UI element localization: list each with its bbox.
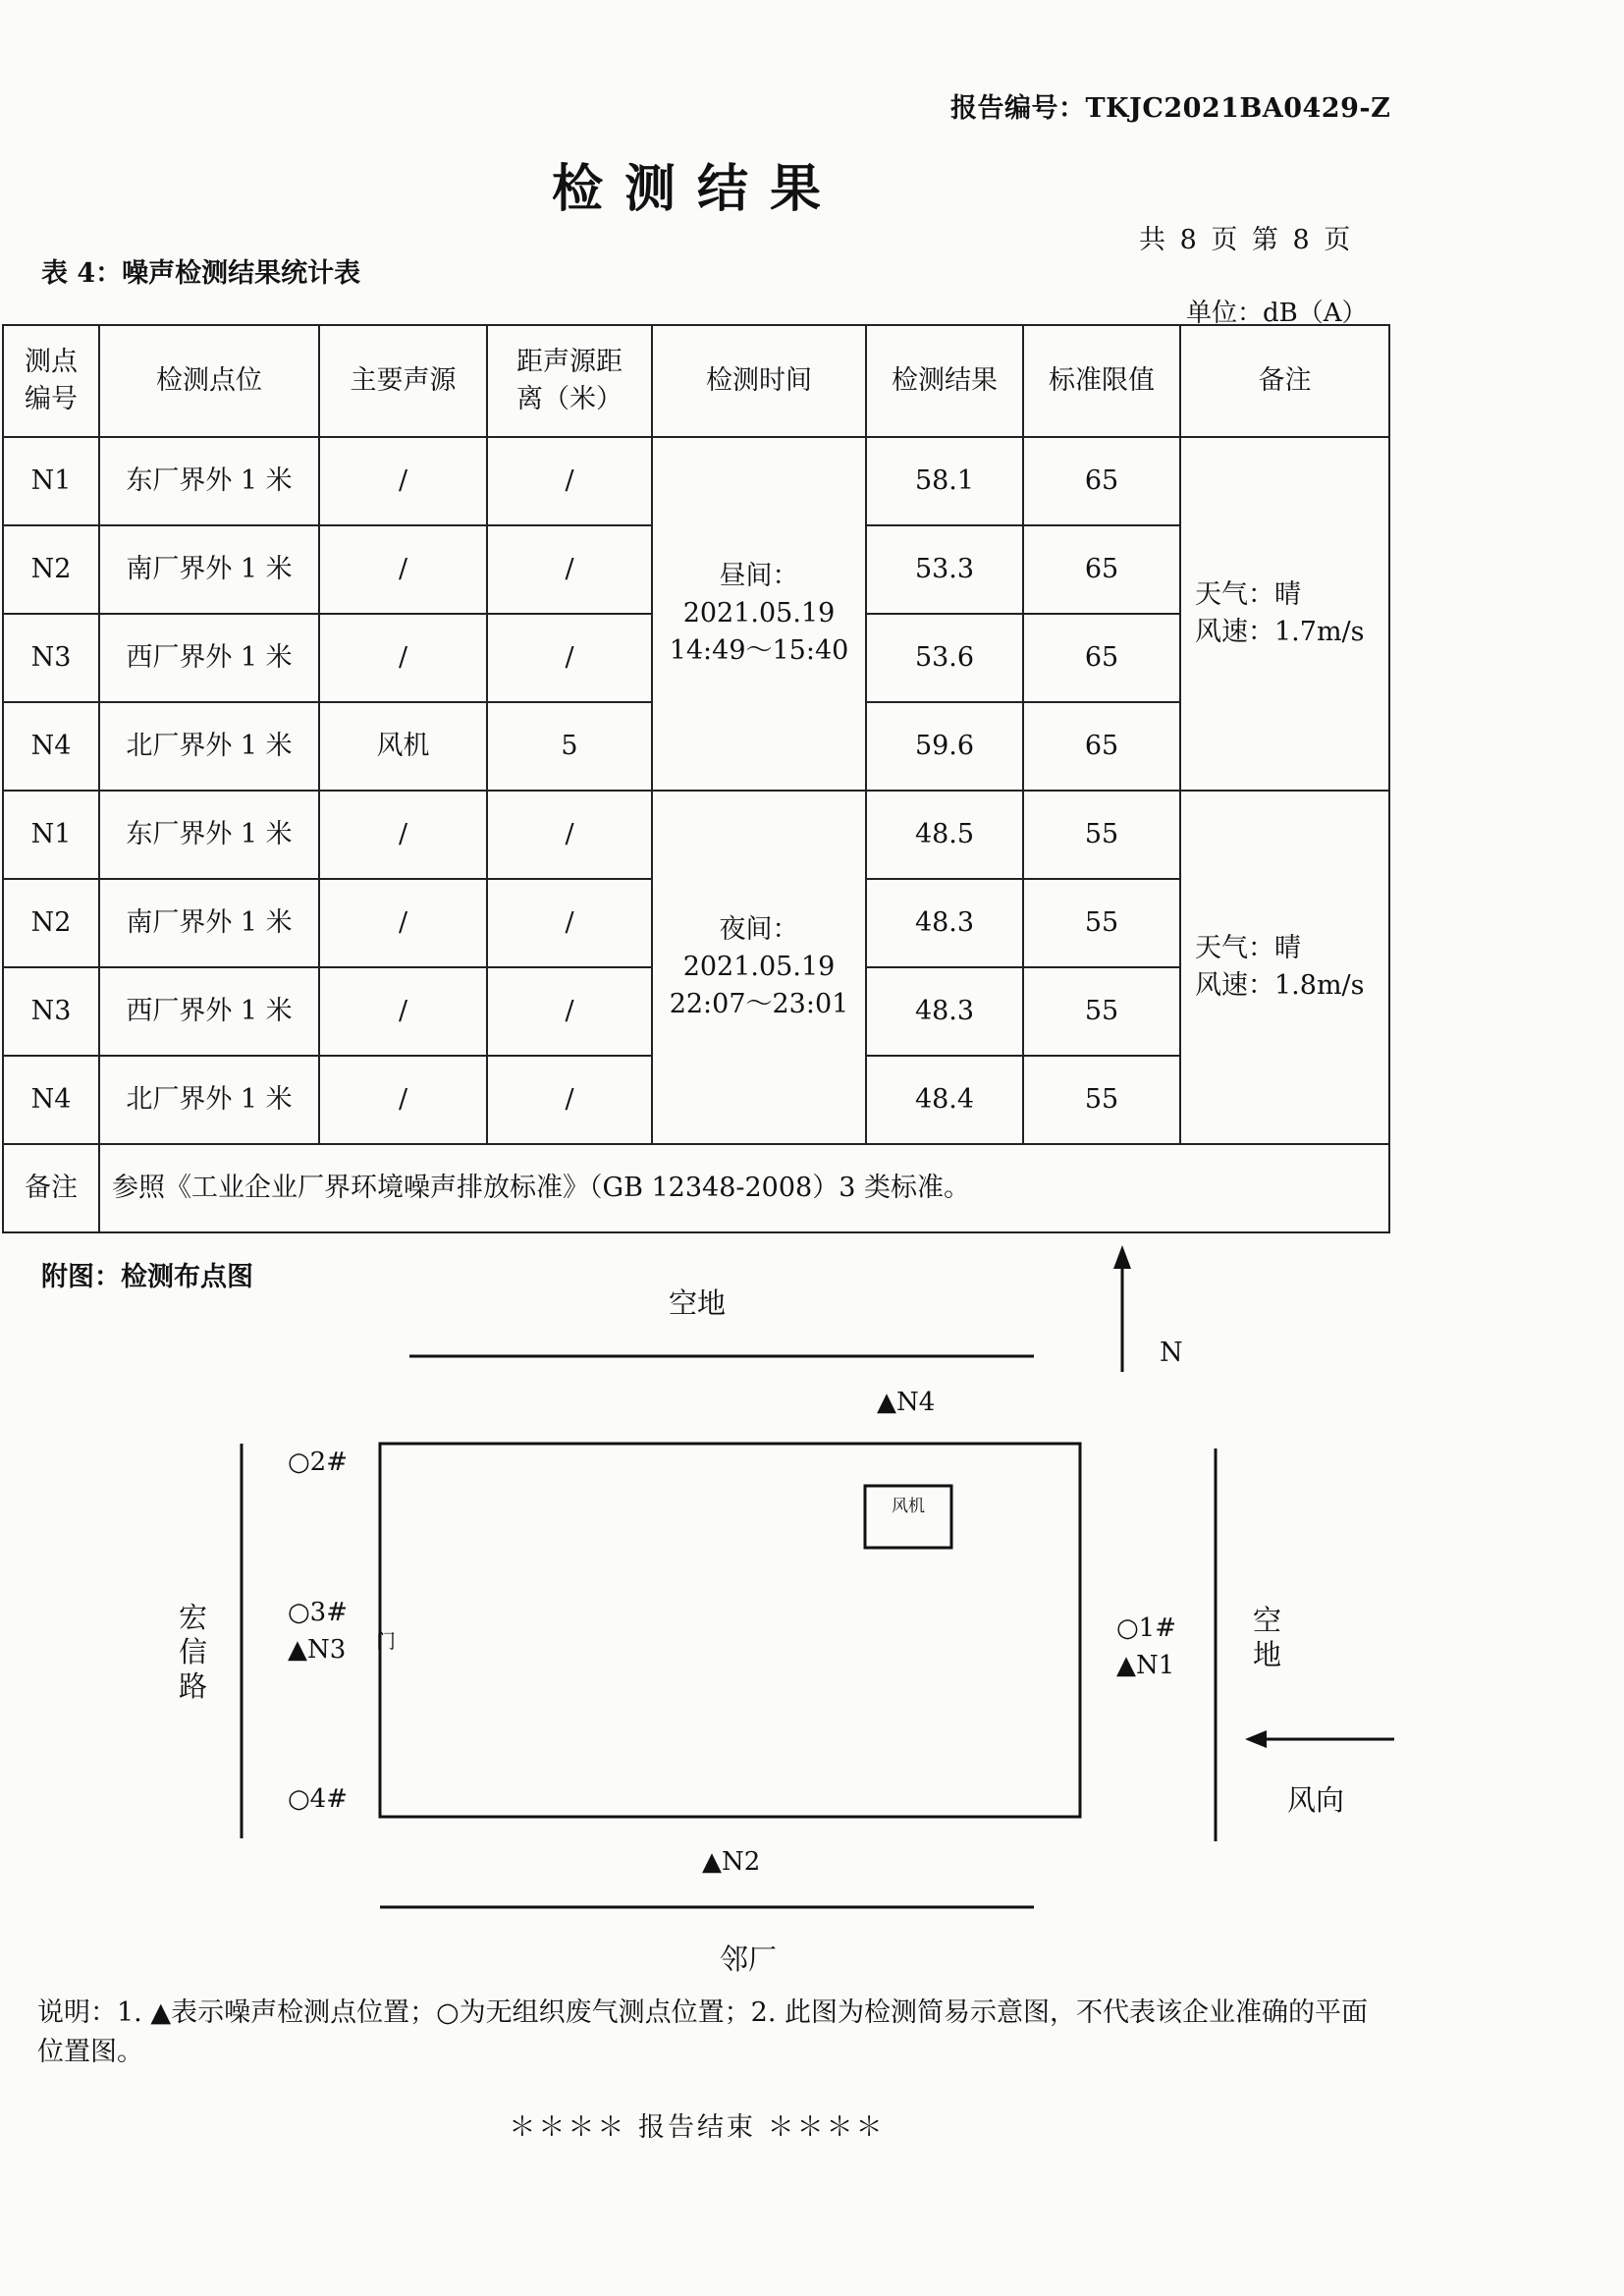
fan-box [865, 1486, 951, 1548]
gas-point-o1: ○1# [1116, 1613, 1177, 1643]
east-area-label-char-1: 空 [1253, 1604, 1282, 1637]
header-limit: 标准限值 [1023, 325, 1180, 437]
point-location: 南厂界外 1 米 [99, 525, 319, 614]
result-value: 48.4 [866, 1056, 1023, 1144]
road-label-char-3: 路 [179, 1669, 208, 1703]
noise-point-n1: ▲N1 [1116, 1651, 1175, 1680]
source-distance: / [487, 1056, 652, 1144]
wind-label: 风向 [1286, 1783, 1345, 1817]
wind-direction-arrow-icon [1245, 1730, 1394, 1748]
limit-value: 55 [1023, 879, 1180, 967]
result-value: 53.3 [866, 525, 1023, 614]
result-value: 48.3 [866, 967, 1023, 1056]
bottom-area-label: 邻厂 [719, 1942, 778, 1974]
header-location: 检测点位 [99, 325, 319, 437]
point-id: N3 [3, 614, 99, 702]
noise-source: / [319, 879, 487, 967]
table-header-row [3, 325, 1389, 437]
source-distance: / [487, 525, 652, 614]
remark-text: 参照《工业企业厂界环境噪声排放标准》（GB 12348-2008）3 类标准。 [99, 1144, 1389, 1232]
point-id: N1 [3, 437, 99, 525]
point-location: 西厂界外 1 米 [99, 614, 319, 702]
limit-value: 55 [1023, 1056, 1180, 1144]
appendix-title: 附图：检测布点图 [41, 1262, 253, 1292]
north-label: N [1160, 1338, 1183, 1368]
page-title: 检测结果 [551, 159, 842, 219]
noise-point-n4: ▲N4 [877, 1388, 936, 1417]
source-distance: / [487, 967, 652, 1056]
weather-day: 天气：晴 风速：1.7m/s [1180, 437, 1389, 791]
remark-row [3, 1144, 1389, 1232]
header-point-id: 测点 编号 [3, 325, 99, 437]
road-label-char-2: 信 [179, 1635, 208, 1668]
noise-source: / [319, 791, 487, 879]
header-remark: 备注 [1180, 325, 1389, 437]
noise-point-n3: ▲N3 [288, 1635, 347, 1665]
limit-value: 65 [1023, 614, 1180, 702]
point-id: N4 [3, 1056, 99, 1144]
page-count: 共 8 页 第 8 页 [1139, 225, 1354, 255]
unit-label: 单位：dB（A） [1186, 299, 1368, 328]
road-label [179, 1601, 216, 1703]
noise-source: / [319, 437, 487, 525]
measure-time-day: 昼间： 2021.05.19 14:49～15:40 [652, 437, 866, 791]
result-value: 58.1 [866, 437, 1023, 525]
limit-value: 65 [1023, 437, 1180, 525]
source-distance: / [487, 791, 652, 879]
table-row [3, 791, 1389, 879]
point-location: 西厂界外 1 米 [99, 967, 319, 1056]
noise-source: / [319, 614, 487, 702]
point-id: N2 [3, 879, 99, 967]
point-id: N1 [3, 791, 99, 879]
table-title: 表 4：噪声检测结果统计表 [41, 258, 361, 289]
point-id: N2 [3, 525, 99, 614]
source-distance: 5 [487, 702, 652, 791]
header-source: 主要声源 [319, 325, 487, 437]
result-value: 53.6 [866, 614, 1023, 702]
north-arrow-icon [1113, 1245, 1131, 1372]
remark-label: 备注 [3, 1144, 99, 1232]
noise-source: / [319, 1056, 487, 1144]
east-area-label [1253, 1604, 1290, 1671]
limit-value: 55 [1023, 791, 1180, 879]
gas-point-o4: ○4# [288, 1784, 349, 1814]
source-distance: / [487, 614, 652, 702]
table-row [3, 437, 1389, 525]
noise-source: 风机 [319, 702, 487, 791]
header-distance: 距声源距 离（米） [487, 325, 652, 437]
sampling-layout-map [0, 1228, 1624, 1974]
point-id: N3 [3, 967, 99, 1056]
top-area-label: 空地 [668, 1286, 727, 1320]
noise-source: / [319, 525, 487, 614]
road-label-char-1: 宏 [179, 1601, 208, 1634]
point-location: 北厂界外 1 米 [99, 702, 319, 791]
fan-label: 风机 [892, 1497, 925, 1516]
header-time: 检测时间 [652, 325, 866, 437]
noise-point-n2: ▲N2 [702, 1847, 761, 1877]
point-location: 南厂界外 1 米 [99, 879, 319, 967]
result-value: 48.5 [866, 791, 1023, 879]
limit-value: 55 [1023, 967, 1180, 1056]
measure-time-night: 夜间： 2021.05.19 22:07～23:01 [652, 791, 866, 1144]
source-distance: / [487, 879, 652, 967]
report-number: 报告编号：TKJC2021BA0429-Z [950, 93, 1391, 124]
gas-point-o3: ○3# [288, 1598, 349, 1627]
source-distance: / [487, 437, 652, 525]
noise-results-table [2, 324, 1390, 1233]
header-result: 检测结果 [866, 325, 1023, 437]
point-location: 东厂界外 1 米 [99, 437, 319, 525]
plant-boundary [380, 1444, 1080, 1817]
noise-source: / [319, 967, 487, 1056]
limit-value: 65 [1023, 525, 1180, 614]
point-id: N4 [3, 702, 99, 791]
east-area-label-char-2: 地 [1253, 1638, 1282, 1671]
gas-point-o2: ○2# [288, 1448, 349, 1477]
result-value: 48.3 [866, 879, 1023, 967]
gate-label: 门 [376, 1629, 396, 1653]
result-value: 59.6 [866, 702, 1023, 791]
weather-night: 天气：晴 风速：1.8m/s [1180, 791, 1389, 1144]
map-note: 说明：1. ▲表示噪声检测点位置；○为无组织废气测点位置；2. 此图为检测简易示意图，不代表该企业准确的平面位置图。 [37, 1997, 1369, 2067]
point-location: 东厂界外 1 米 [99, 791, 319, 879]
point-location: 北厂界外 1 米 [99, 1056, 319, 1144]
limit-value: 65 [1023, 702, 1180, 791]
report-end: ＊＊＊＊ 报告结束 ＊＊＊＊ [509, 2112, 886, 2143]
